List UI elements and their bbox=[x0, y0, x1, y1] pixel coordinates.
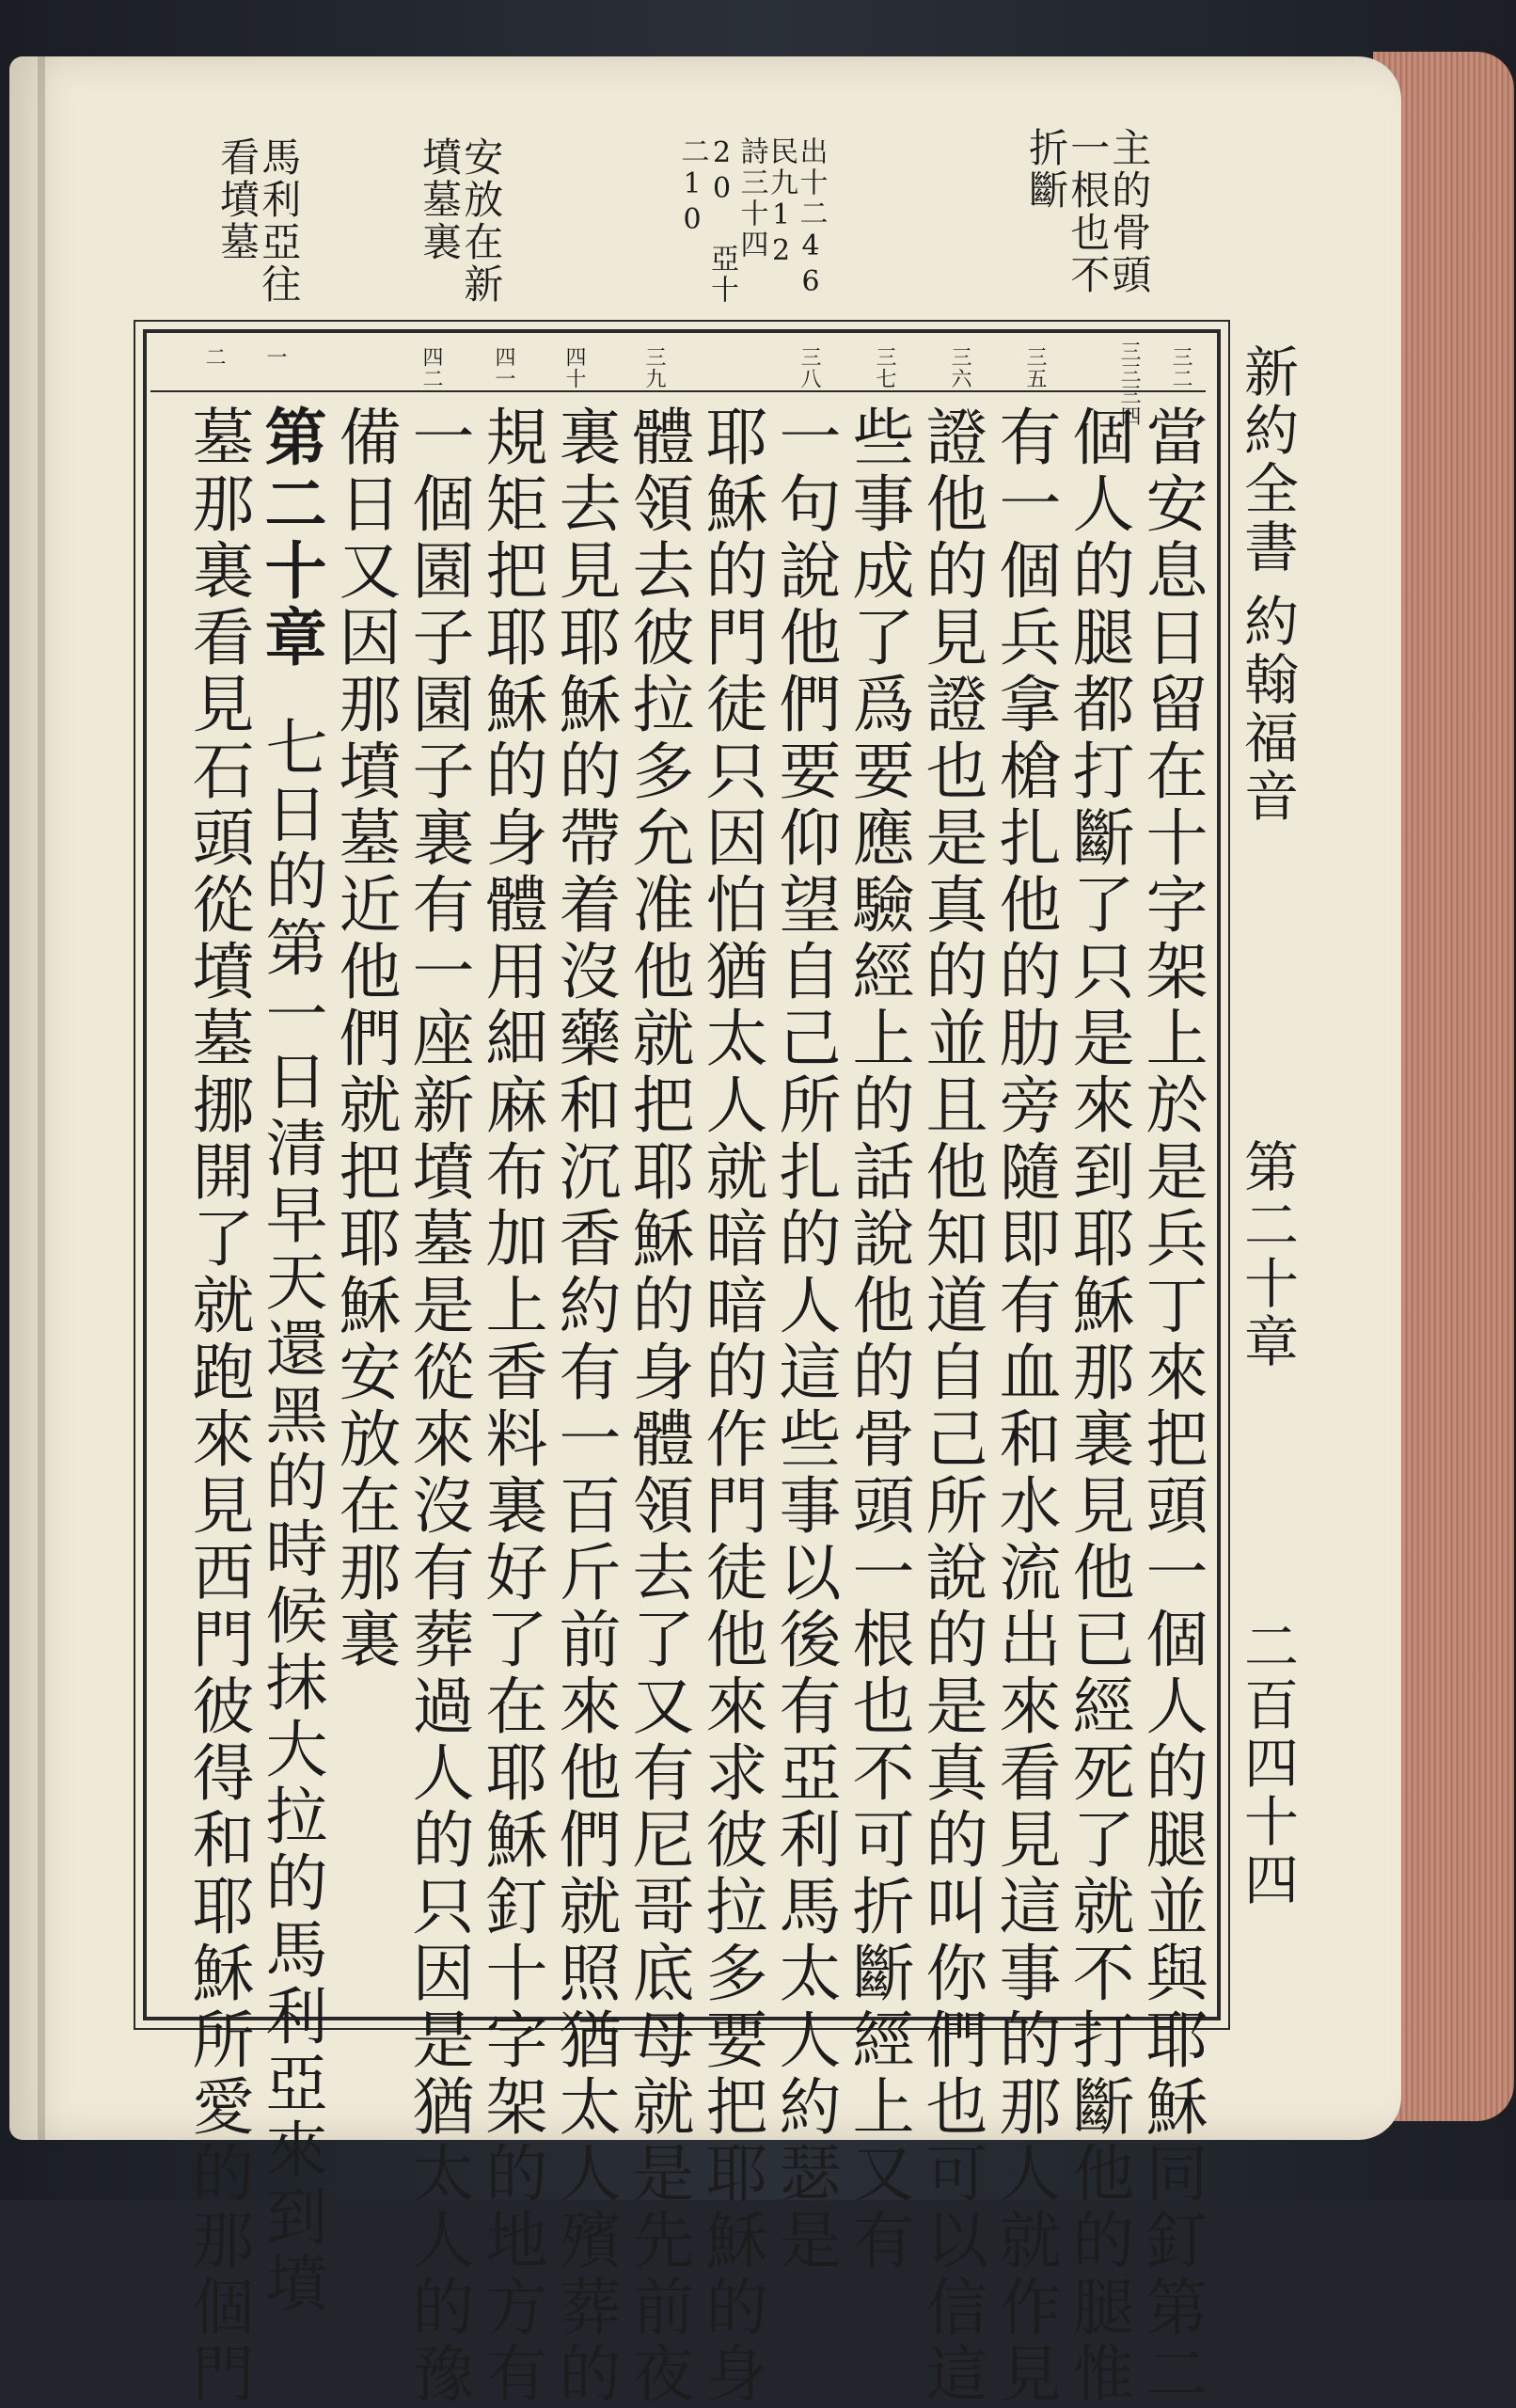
margin-note-refs: 出十二46 民九12 詩三十四20 亞十二10 bbox=[675, 136, 828, 306]
page-gutter bbox=[38, 56, 45, 2140]
text-line: 一句說他們要仰望自己所扎的人這些事以後有亞利馬太人約瑟是 bbox=[768, 404, 841, 2274]
page-number: 二百四十四 bbox=[1235, 1618, 1299, 1909]
text-line: 七日的第一日清早天還黑的時候抹大拉的馬利亞來到墳 bbox=[255, 715, 327, 2318]
cross-ref: 三七 bbox=[873, 346, 896, 389]
text-line: 證他的見證也是真的並且他知道自己所說的是真的叫你們也可以信這 bbox=[915, 404, 987, 2408]
running-chapter: 第二十章 bbox=[1235, 1138, 1299, 1371]
margin-note: 主的骨頭一根也不折斷 bbox=[1023, 127, 1153, 296]
text-line: 規矩把耶穌的身體用細麻布加上香料裏好了在耶穌釘十字架的地方有 bbox=[475, 404, 547, 2408]
cross-ref: 四十 bbox=[562, 346, 586, 389]
chapter-heading: 第二十章 bbox=[254, 404, 327, 672]
cross-reference-rule bbox=[150, 390, 1206, 392]
text-line: 個人的腿都打斷了只是來到耶穌那裏見他已經死了就不打斷他的腿惟 bbox=[1062, 404, 1134, 2408]
text-line: 備日又因那墳墓近他們就把耶穌安放在那裏 bbox=[328, 404, 401, 1673]
text-line: 一個園子園子裏有一座新墳墓是從來沒有葬過人的只因是猶太人的豫 bbox=[402, 404, 474, 2408]
cross-ref: 三五 bbox=[1023, 346, 1047, 389]
text-line: 墓那裏看見石頭從墳墓挪開了就跑來見西門彼得和耶穌所愛的那個門 bbox=[182, 404, 254, 2408]
cross-ref: 三八 bbox=[797, 346, 821, 389]
cross-ref: 三三三四 bbox=[1117, 341, 1141, 427]
gospel-title: 約翰福音 bbox=[1235, 593, 1299, 826]
cross-ref: 三二 bbox=[1169, 346, 1192, 389]
cross-ref: 二 bbox=[202, 346, 226, 368]
cross-ref: 四二 bbox=[419, 346, 443, 389]
text-line: 裏去見耶穌的帶着沒藥和沉香約有一百斤前來他們就照猶太人殯葬的 bbox=[548, 404, 621, 2408]
text-line: 有一個兵拿槍扎他的肋旁隨即有血和水流出來看見這事的那人就作見 bbox=[988, 404, 1061, 2408]
margin-note: 安放在新墳墓裏 bbox=[417, 136, 505, 306]
text-line: 體領去彼拉多允准他就把耶穌的身體領去了又有尼哥底母就是先前夜 bbox=[622, 404, 694, 2408]
book-title: 新約全書 bbox=[1235, 343, 1299, 577]
cross-ref: 三六 bbox=[948, 346, 971, 389]
cross-ref: 一 bbox=[263, 346, 287, 368]
text-line: 耶穌的門徒只因怕猶太人就暗暗的作門徒他來求彼拉多要把耶穌的身 bbox=[695, 404, 767, 2408]
cross-ref: 三九 bbox=[642, 346, 666, 389]
text-line: 當安息日留在十字架上於是兵丁來把頭一個人的腿並與耶穌同釘第二 bbox=[1135, 404, 1208, 2408]
margin-note: 馬利亞往看墳墓 bbox=[214, 136, 303, 306]
text-line: 些事成了爲要應驗經上的話說他的骨頭一根也不可折斷經上又有 bbox=[842, 404, 914, 2274]
cross-ref: 四一 bbox=[492, 346, 515, 389]
